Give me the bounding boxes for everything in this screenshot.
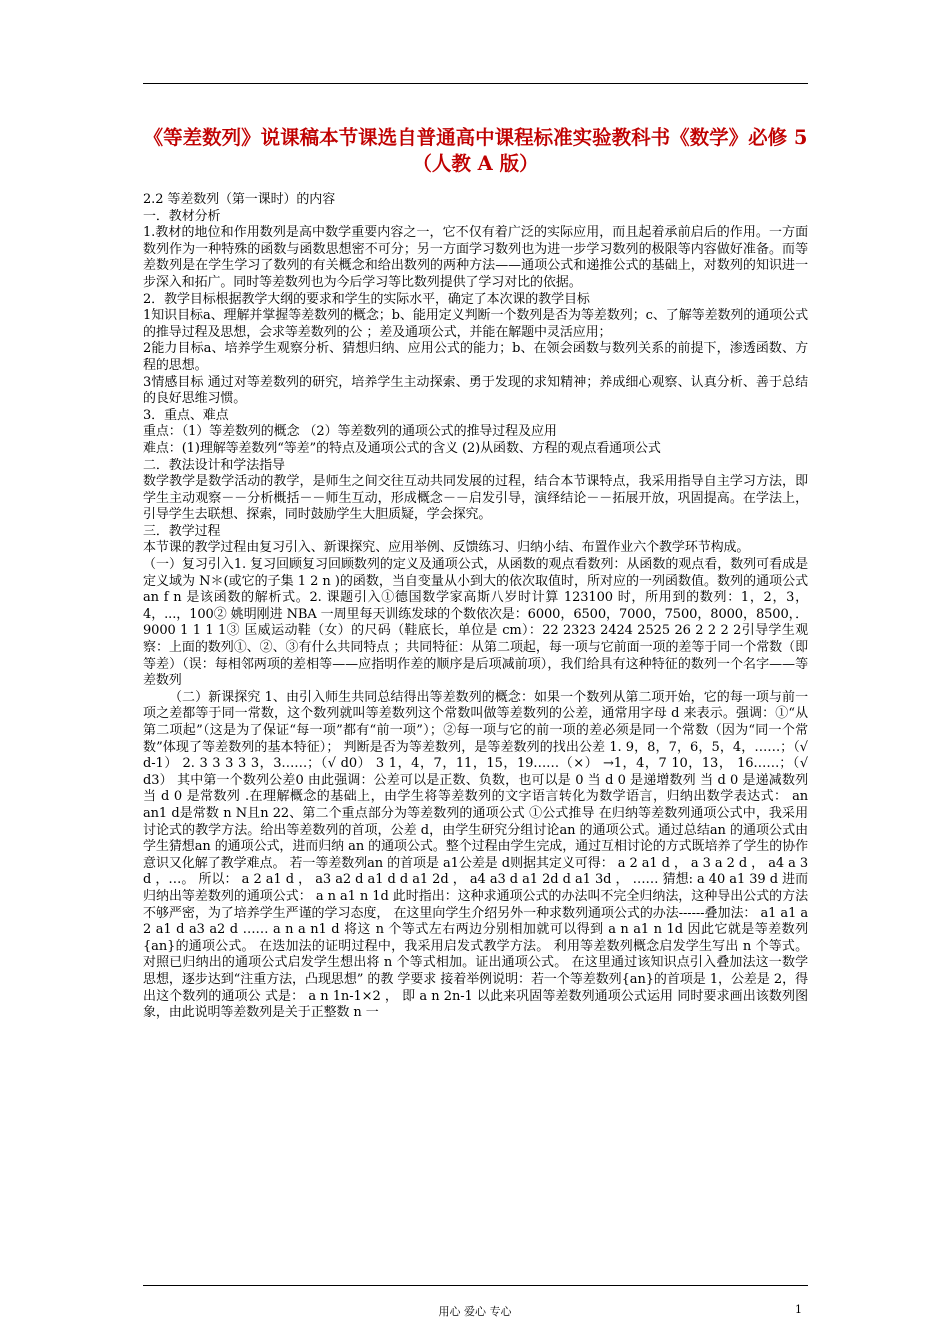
paragraph: 3．重点、难点 — [143, 407, 229, 423]
lesson-subtitle: 2.2 等差数列（第一课时）的内容 — [143, 192, 336, 207]
section-heading: 一．教材分析 — [143, 208, 221, 224]
paragraph: 数学教学是数学活动的教学，是师生之间交往互动共同发展的过程，结合本节课特点，我采用指导自主学习方法，即学生主动观察－－分析概括－－师生互动，形成概念－－启发引导，演绎结论－－拓展开放，巩固提高。在学法上，引导学生去联想、探索，同时鼓励学生大胆质疑，学会探究。 — [143, 474, 808, 523]
paragraph: 重点：（1）等差数列的概念 （2）等差数列的通项公式的推导过程及应用 — [143, 424, 557, 440]
footer-rule — [143, 1285, 808, 1286]
paragraph: 1.教材的地位和作用数列是高中数学重要内容之一，它不仅有着广泛的实际应用，而且起着承前启后的作用。一方面数列作为一种特殊的函数与函数思想密不可分；另一方面学习数列也为进一步学习数列的极限等内容做好准备。而等差数列是在学生学习了数列的有关概念和给出数列的两种方法——通项公式和递推公式的基础上，对数列的知识进一步深入和拓广。同时等差数列也为今后学习等比数列提供了学习对比的依据。 — [143, 225, 808, 290]
document-title: 《等差数列》说课稿本节课选自普通高中课程标准实验教科书《数学》必修 5（人教 A 版） — [143, 126, 808, 175]
section-heading: 二．教法设计和学法指导 — [143, 457, 285, 473]
paragraph: （二）新课探究 1、由引入师生共同总结得出等差数列的概念：如果一个数列从第二项开始，它的每一项与前一项之差都等于同一常数，这个数列就叫等差数列这个常数叫做等差数列的公差，通常用字母 d 来表示。强调：①“从第二项起”（这是为了保证“每一项”都有“前一项”）；②每一项与它的前一项的差必须是同一个常数（因为“同一个常数”体现了等差数列的基本特征）； 判断是否为等差数列，是等差数列的找出公差 1. 9，8，7，6，5，4，……；（√ d-1） 2. 3 3 3 3 3，3……；（√ d0） 3 1，4，7，11，15，19……（×） →1，4，7 10，13， 16……；（√ d3） 其中第一个数列公差0 由此强调：公差可以是正数、负数，也可以是 0 当 d 0 是递增数列 当 d 0 是递减数列 当 d 0 是常数列 .在理解概念的基础上，由学生将等差数列的文字语言转化为数学语言，归纳出数学表达式： an an1 d是常数 n N且n 22、第二个重点部分为等差数列的通项公式 ①公式推导 在归纳等差数列通项公式中，我采用讨论式的教学方法。给出等差数列的首项，公差 d，由学生研究分组讨论an 的通项公式。通过总结an 的通项公式由学生猜想an 的通项公式，进而归纳 an 的通项公式。整个过程由学生完成，通过互相讨论的方式既培养了学生的协作意识又化解了教学难点。 若一等差数列an 的首项是 a1公差是 d则据其定义可得： a 2 a1 d ， a 3 a 2 d ， a4 a 3 d ，…。 所以： a 2 a1 d ， a3 a2 d a1 d d a1 2d ， a4 a3 d a1 2d d a1 3d ， …… 猜想: a 40 a1 39 d 进而归纳出等差数列的通项公式： a n a1 n 1d 此时指出：这种求通项公式的办法叫不完全归纳法，这种导出公式的方法不够严密，为了培养学生严谨的学习态度， 在这里向学生介绍另外一种求数列通项公式的办法------叠加法： a1 a1 a 2 a1 d a3 a2 d …… a n a n1 d 将这 n 个等式左右两边分别相加就可以得到 a n a1 n 1d 因此它就是等差数列{an}的通项公式。 在迭加法的证明过程中，我采用启发式教学方法。 利用等差数列概念启发学生写出 n 个等式。 对照已归纳出的通项公式启发学生想出将 n 个等式相加。证出通项公式。 在这里通过该知识点引入叠加法这一数学思想，逐步达到“注重方法，凸现思想” 的教 学要求 接着举例说明：若一个等差数列{an}的首项是 1，公差是 2，得出这个数列的通项公 式是： a n 1n-1×2 ， 即 a n 2n-1 以此来巩固等差数列通项公式运用 同时要求画出该数列图象，由此说明等差数列是关于正整数 n 一 — [143, 689, 808, 1021]
paragraph: 难点：(1)理解等差数列“等差”的特点及通项公式的含义 (2)从函数、方程的观点看通项公式 — [143, 440, 661, 456]
page-number: 1 — [795, 1303, 802, 1316]
paragraph: 2能力目标a、培养学生观察分析、猜想归纳、应用公式的能力；b、在领会函数与数列关系的前提下，渗透函数、方程的思想。 — [143, 341, 808, 373]
paragraph: 本节课的教学过程由复习引入、新课探究、应用举例、反馈练习、归纳小结、布置作业六个教学环节构成。 — [143, 540, 750, 556]
paragraph: （一）复习引入1. 复习回顾复习回顾数列的定义及通项公式，从函数的观点看数列：从函数的观点看，数列可看成是定义域为 N＊(或它的子集 1 2 n )的函数，当自变量从小到大的依次取值时，所对应的一列函数值。数列的通项公式 an f n 是该函数的解析式。2. 课题引入①德国数学家高斯八岁时计算 123100 时，所用到的数列：1，2，3，4，...，100② 姚明刚进 NBA 一周里每天训练发球的个数依次是：6000，6500，7000，7500，8000，8500，．9000 1 1 1 1③ 匡威运动鞋（女）的尺码（鞋底长，单位是 cm）：22 2323 2424 2525 26 2 2 2 2引导学生观察：上面的数列①、②、③有什么共同特点 ；共同特征：从第二项起，每一项与它前面一项的差等于同一个常数（即等差）（误：每相邻两项的差相等——应指明作差的顺序是后项减前项），我们给具有这种特征的数列一个名字——等差数列 — [143, 557, 808, 689]
footer-motto: 用心 爱心 专心 — [438, 1305, 512, 1318]
paragraph: 3情感目标 通过对等差数列的研究，培养学生主动探索、勇于发现的求知精神；养成细心观察、认真分析、善于总结的良好思维习惯。 — [143, 374, 808, 407]
document-body — [143, 192, 808, 1282]
paragraph: 2．教学目标根据教学大纲的要求和学生的实际水平，确定了本次课的教学目标 — [143, 291, 590, 307]
paragraph: 1知识目标a、理解并掌握等差数列的概念；b、能用定义判断一个数列是否为等差数列；c、了解等差数列的通项公式的推导过程及思想，会求等差数列的公 ；差及通项公式，并能在解题中灵活应用； — [143, 308, 808, 340]
header-rule — [143, 83, 808, 84]
section-heading: 三．教学过程 — [143, 523, 221, 539]
